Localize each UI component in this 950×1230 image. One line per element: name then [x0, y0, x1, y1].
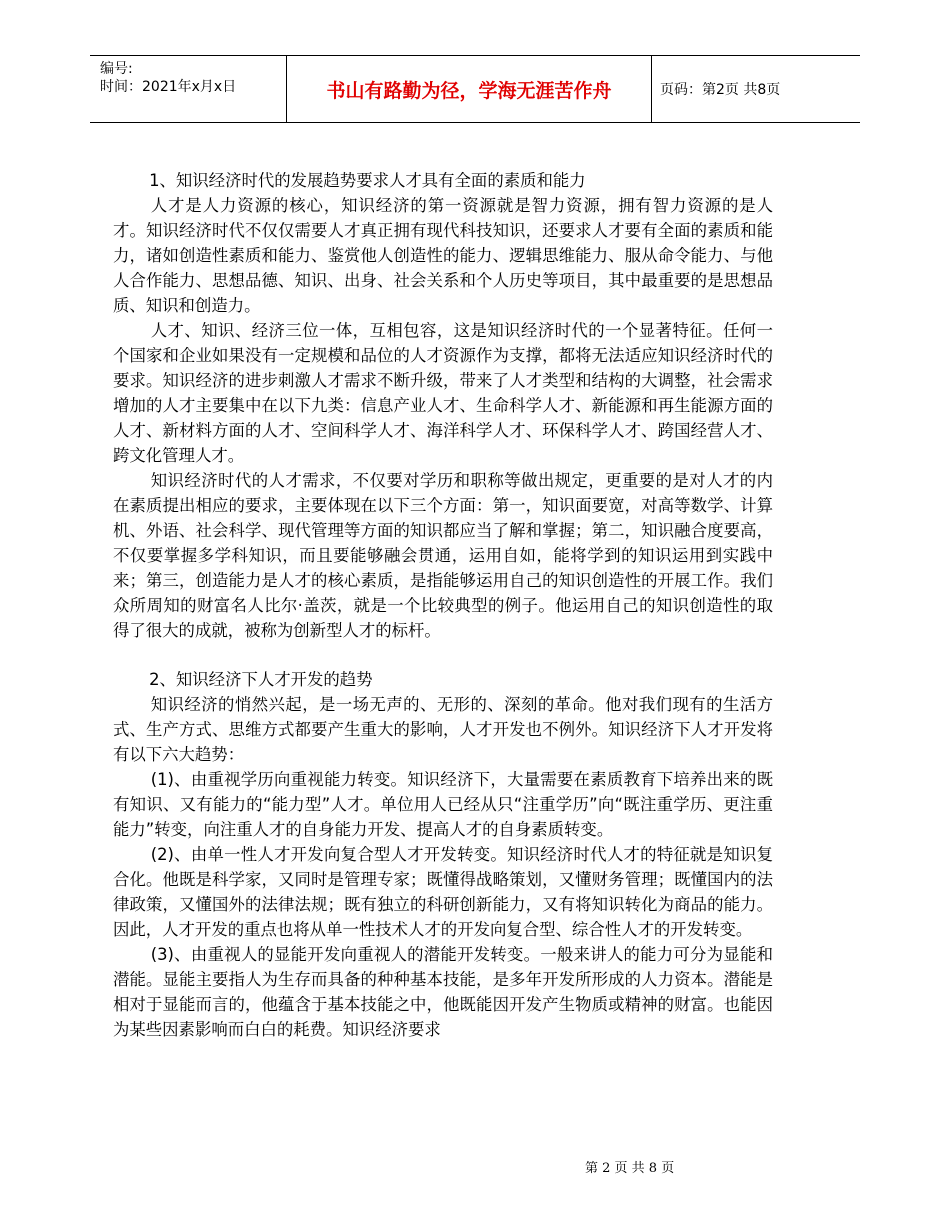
date-line: 时间：2021年x月x日: [100, 79, 237, 95]
page-header: [90, 55, 860, 123]
number-label: 编号:: [100, 61, 133, 77]
page-info: 页码：第2页 共8页: [660, 82, 781, 98]
paragraph: 知识经济时代的人才需求，不仅要对学历和职称等做出规定，更重要的是对人才的内在素质提出相应的要求，主要体现在以下三个方面：第一，知识面要宽，对高等数学、计算机、外语、社会科学、现代管理等方面的知识都应当了解和掌握；第二，知识融合度要高，不仅要掌握多学科知识，而且要能够融会贯通，运用自如，能将学到的知识运用到实践中来；第三，创造能力是人才的核心素质，是指能够运用自己的知识创造性的开展工作。我们众所周知的财富名人比尔·盖茨，就是一个比较典型的例子。他运用自己的知识创造性的取得了很大的成就，被称为创新型人才的标杆。: [113, 471, 773, 640]
header-meta: [100, 60, 285, 96]
motto-text: 书山有路勤为径，学海无涯苦作舟: [326, 79, 612, 102]
document-body: [113, 165, 773, 1042]
page-footer: 第 2 页 共 8 页: [585, 1161, 675, 1176]
paragraph: 人才是人力资源的核心，知识经济的第一资源就是智力资源，拥有智力资源的是人才。知识经济时代不仅仅需要人才真正拥有现代科技知识，还要求人才要有全面的素质和能力，诸如创造性素质和能力、鉴赏他人创造性的能力、逻辑思维能力、服从命令能力、与他人合作能力、思想品德、知识、出身、社会关系和个人历史等项目，其中最重要的是思想品质、知识和创造力。: [113, 196, 773, 315]
paragraph: 知识经济的悄然兴起，是一场无声的、无形的、深刻的革命。他对我们现有的生活方式、生产方式、思维方式都要产生重大的影响，人才开发也不例外。知识经济下人才开发将有以下六大趋势：: [113, 695, 773, 764]
paragraph: 人才、知识、经济三位一体，互相包容，这是知识经济时代的一个显著特征。任何一个国家和企业如果没有一定规模和品位的人才资源作为支撑，都将无法适应知识经济时代的要求。知识经济的进步刺激人才需求不断升级，带来了人才类型和结构的大调整，社会需求增加的人才主要集中在以下九类：信息产业人才、生命科学人才、新能源和再生能源方面的人才、新材料方面的人才、空间科学人才、海洋科学人才、环保科学人才、跨国经营人才、跨文化管理人才。: [113, 321, 773, 465]
paragraph: (3)、由重视人的显能开发向重视人的潜能开发转变。一般来讲人的能力可分为显能和潜能。显能主要指人为生存而具备的种种基本技能，是多年开发所形成的人力资本。潜能是相对于显能而言的，他蕴含于基本技能之中，他既能因开发产生物质或精神的财富。也能因为某些因素影响而白白的耗费。知识经济要求: [113, 945, 773, 1039]
paragraph: (1)、由重视学历向重视能力转变。知识经济下，大量需要在素质教育下培养出来的既有知识、又有能力的“能力型”人才。单位用人已经从只“注重学历”向“既注重学历、更注重能力”转变，向注重人才的自身能力开发、提高人才的自身素质转变。: [113, 770, 773, 839]
section-heading-1: 1、知识经济时代的发展趋势要求人才具有全面的素质和能力: [149, 171, 586, 190]
motto-cell: [286, 56, 652, 122]
section-heading-2: 2、知识经济下人才开发的趋势: [149, 670, 373, 689]
paragraph: (2)、由单一性人才开发向复合型人才开发转变。知识经济时代人才的特征就是知识复合化。他既是科学家，又同时是管理专家；既懂得战略策划，又懂财务管理；既懂国内的法律政策，又懂国外的法律法规；既有独立的科研创新能力，又有将知识转化为商品的能力。因此，人才开发的重点也将从单一性技术人才的开发向复合型、综合性人才的开发转变。: [113, 845, 773, 939]
